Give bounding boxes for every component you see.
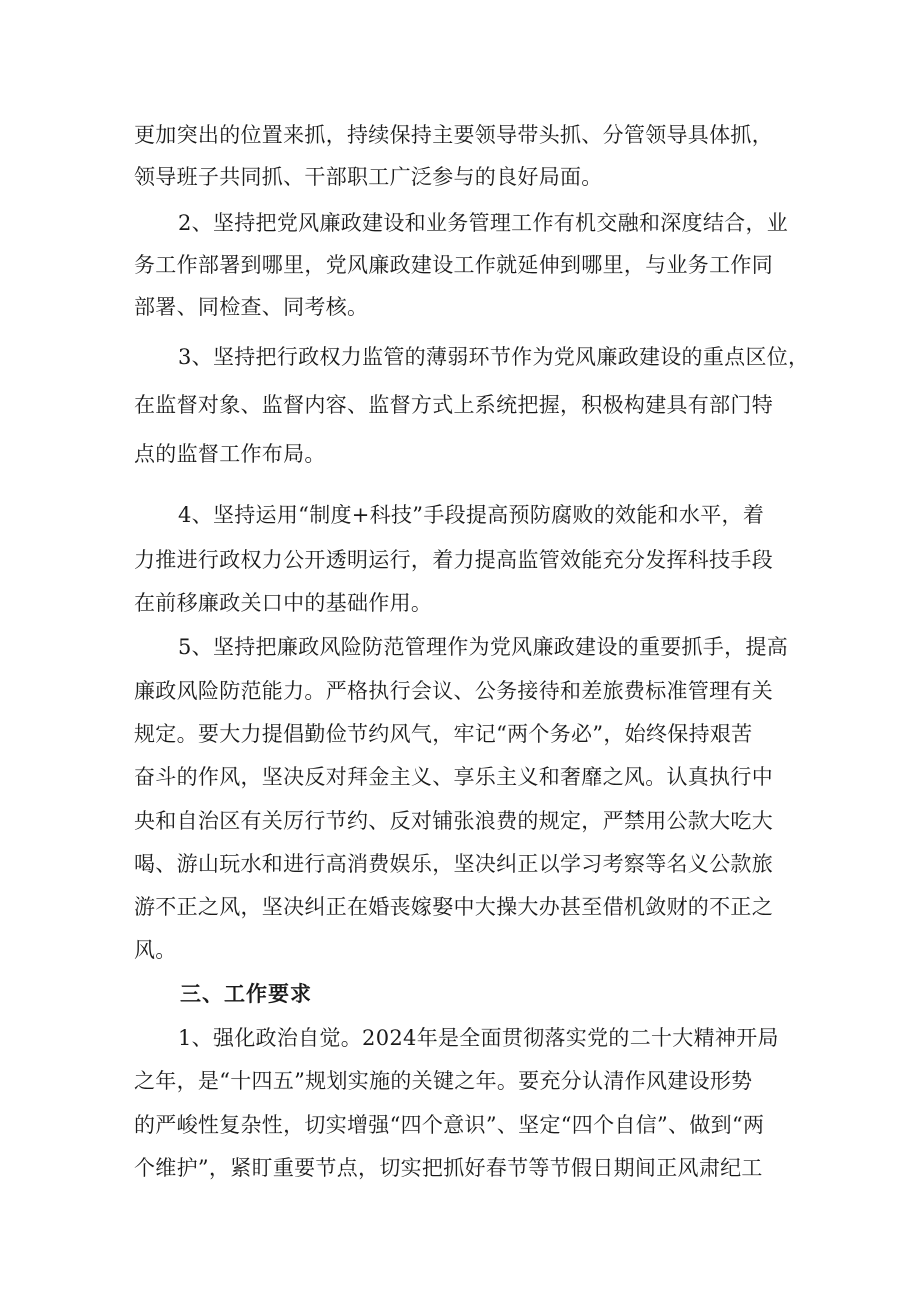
text-line: 力推进行政权力公开透明运行，着力提高监管效能充分发挥科技手段 (134, 548, 773, 572)
text-line: 领导班子共同抓、干部职工广泛参与的良好局面。 (134, 165, 603, 189)
text-line: 之年，是“十四五”规划实施的关键之年。要充分认清作风建设形势 (134, 1069, 753, 1093)
text-line: 廉政风险防范能力。严格执行会议、公务接待和差旅费标准管理有关 (134, 679, 773, 703)
text-line: 央和自治区有关厉行节约、反对铺张浪费的规定，严禁用公款大吃大 (134, 809, 773, 833)
text-line: 规定。要大力提倡勤俭节约风气，牢记“两个务必”，始终保持艰苦 (134, 722, 753, 746)
text-line: 的严峻性复杂性，切实增强“四个意识”、坚定“四个自信”、做到“两 (134, 1113, 765, 1137)
list-item-1: 1、强化政治自觉。2024年是全面贯彻落实党的二十大精神开局 (178, 1026, 779, 1050)
text-line: 游不正之风，坚决纠正在婚丧嫁娶中大操大办甚至借机敛财的不正之 (134, 895, 773, 919)
text-line: 在监督对象、监督内容、监督方式上系统把握，积极构建具有部门特 (134, 393, 773, 417)
text-line: 更加突出的位置来抓，持续保持主要领导带头抓、分管领导具体抓， (134, 123, 773, 147)
text-line: 务工作部署到哪里，党风廉政建设工作就延伸到哪里，与业务工作同 (134, 253, 773, 277)
list-item-5: 5、坚持把廉政风险防范管理作为党风廉政建设的重要抓手，提高 (178, 635, 789, 659)
text-line: 喝、游山玩水和进行高消费娱乐，坚决纠正以学习考察等名义公款旅 (134, 852, 773, 876)
text-line: 风。 (134, 938, 177, 962)
text-line: 在前移廉政关口中的基础作用。 (134, 591, 433, 615)
list-item-2: 2、坚持把党风廉政建设和业务管理工作有机交融和深度结合，业 (178, 211, 789, 235)
text-line: 部署、同检查、同考核。 (134, 295, 369, 319)
text-line: 点的监督工作布局。 (134, 442, 326, 466)
text-line: 个维护”，紧盯重要节点，切实把抓好春节等节假日期间正风肃纪工 (134, 1156, 763, 1180)
list-item-3: 3、坚持把行政权力监管的薄弱环节作为党风廉政建设的重点区位， (178, 345, 810, 369)
section-heading: 三、工作要求 (180, 982, 312, 1006)
list-item-4: 4、坚持运用“制度+科技”手段提高预防腐败的效能和水平，着 (178, 503, 765, 527)
text-line: 奋斗的作风，坚决反对拜金主义、享乐主义和奢靡之风。认真执行中 (134, 765, 773, 789)
